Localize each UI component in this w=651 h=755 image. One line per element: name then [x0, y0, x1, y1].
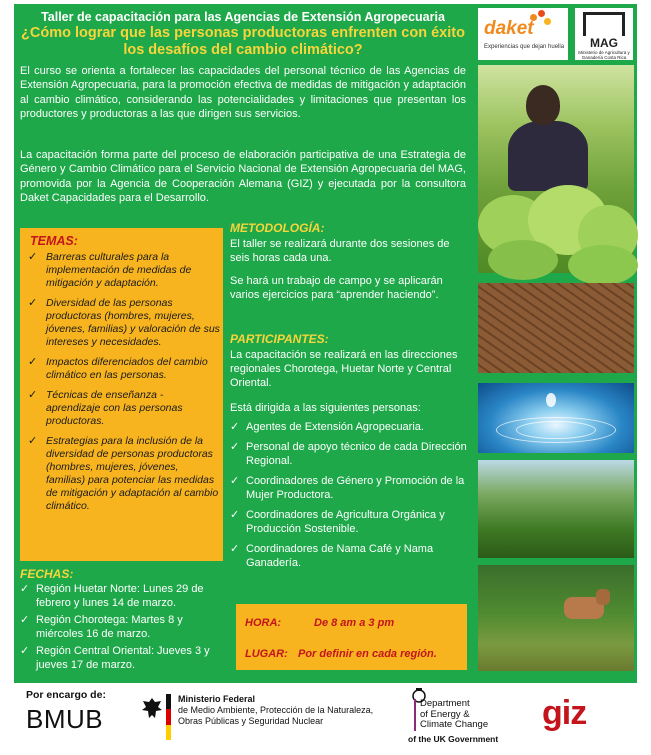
hora-label: HORA:: [245, 617, 282, 629]
list-item: ✓ Técnicas de enseñanza - aprendizaje con las personas productoras.: [28, 389, 183, 427]
mag-wordmark: MAG: [590, 36, 618, 50]
participantes-title: PARTICIPANTES:: [230, 332, 329, 346]
metodologia-title: METODOLOGÍA:: [230, 221, 325, 235]
check-icon: ✓: [230, 475, 240, 487]
intro-paragraph-1: El curso se orienta a fortalecer las capacidades del personal técnico de las Agencias de Extensión Agropecuaria, para la promoción efectiva de medidas de mitigación y adaptación al cambio climático, considerando las potencialidades y limitaciones que presentan los productores y productoras a las que dirigen sus servicios.: [20, 65, 466, 120]
por-encargo-label: Por encargo de:: [26, 689, 106, 701]
list-item: ✓ Personal de apoyo técnico de cada Dirección Regional.: [230, 441, 467, 467]
ministerio-federal-logo: [178, 694, 398, 727]
daket-tagline: Experiencias que dejan huella: [484, 44, 565, 50]
mag-logo: [575, 8, 633, 60]
list-item: ✓ Región Chorotega: Martes 8 y miércoles 16 de marzo.: [20, 614, 183, 640]
metodologia-text-1: El taller se realizará durante dos sesiones de seis horas cada una.: [230, 238, 450, 264]
fechas-title: FECHAS:: [20, 567, 74, 581]
header-subtitle: Taller de capacitación para las Agencias de Extensión Agropecuaria: [41, 10, 445, 24]
hora-value: De 8 am a 3 pm: [314, 617, 395, 629]
check-icon: ✓: [28, 251, 38, 263]
bmub-logo: BMUB: [26, 704, 104, 734]
list-item: ✓ Coordinadores de Género y Promoción de la Mujer Productora.: [230, 475, 465, 501]
check-icon: ✓: [20, 645, 30, 657]
farmer-woman-photo: [478, 65, 634, 273]
uk-government-label: of the UK Government: [408, 734, 499, 744]
participantes-text-1: La capacitación se realizará en las direcciones regionales Chorotega, Huetar Norte y Central Oriental.: [230, 349, 458, 389]
ministerio-text: de Medio Ambiente, Protección de la Naturaleza, Obras Públicas y Seguridad Nuclear: [178, 705, 374, 726]
list-item: ✓ Diversidad de las personas productoras (hombres, mujeres, jóvenes, familias) y valoración de sus intereses y necesidades.: [28, 297, 220, 348]
daket-dot-icon: [544, 18, 551, 25]
mag-emblem-icon: [583, 12, 625, 36]
list-item: ✓ Agentes de Extensión Agropecuaria.: [230, 421, 424, 433]
dry-cracked-soil-photo: [478, 283, 634, 373]
check-icon: ✓: [230, 441, 240, 453]
check-icon: ✓: [20, 614, 30, 626]
cow-pasture-photo: [478, 565, 634, 671]
metodologia-text-2: Se hará un trabajo de campo y se aplicarán varios ejercicios para “aprender haciendo”.: [230, 275, 443, 301]
list-item: ✓ Región Huetar Norte: Lunes 29 de febrero y lunes 14 de marzo.: [20, 583, 204, 609]
daket-logo: [478, 8, 568, 60]
list-item: ✓ Coordinadores de Agricultura Orgánica y Producción Sostenible.: [230, 509, 445, 535]
hora-lugar-box: [236, 604, 467, 670]
check-icon: ✓: [28, 297, 38, 309]
intro-paragraph-2: La capacitación forma parte del proceso de elaboración participativa de una Estrategia de Género y Cambio Climático para el Servicio Nacional de Extensión Agropecuaria del MAG, promovida por la Agencia de Cooperación Alemana (GIZ) y ejecutada por la consultora Daket Capacidades para el Desarrollo.: [20, 149, 466, 204]
check-icon: ✓: [28, 435, 38, 447]
fechas-list: [20, 582, 225, 675]
temas-list: [28, 251, 220, 520]
list-item: ✓ Región Central Oriental: Jueves 3 y jueves 17 de marzo.: [20, 645, 210, 671]
decc-logo: Department of Energy & Climate Change: [414, 699, 488, 731]
lugar-value: Por definir en cada región.: [298, 648, 437, 660]
federal-eagle-icon: [140, 696, 164, 722]
list-item: ✓ Barreras culturales para la implementación de medidas de mitigación y adaptación.: [28, 251, 192, 289]
header-title: ¿Cómo lograr que las personas productoras enfrenten con éxito los desafíos del cambio climático?: [21, 25, 465, 58]
giz-logo: giz: [542, 694, 587, 732]
forest-landscape-photo: [478, 460, 634, 558]
check-icon: ✓: [20, 583, 30, 595]
check-icon: ✓: [230, 543, 240, 555]
check-icon: ✓: [28, 389, 38, 401]
list-item: ✓ Impactos diferenciados del cambio climático en las personas.: [28, 356, 208, 381]
check-icon: ✓: [230, 421, 240, 433]
check-icon: ✓: [230, 509, 240, 521]
participantes-list: [230, 420, 470, 576]
ministerio-title: Ministerio Federal: [178, 694, 256, 704]
temas-title: TEMAS:: [30, 234, 78, 248]
german-flag-bar: [166, 694, 171, 740]
list-item: ✓ Estrategias para la inclusión de la diversidad de personas productoras (hombres, mujeres, jóvenes, familias) para potenciar las medidas de mitigación y adaptación al cambio climático.: [28, 435, 219, 512]
daket-dot-icon: [538, 10, 545, 17]
list-item: ✓ Coordinadores de Nama Café y Nama Ganadería.: [230, 543, 434, 569]
daket-wordmark: daket: [484, 18, 534, 39]
participantes-text-2: Está dirigida a las siguientes personas:: [230, 402, 421, 414]
lugar-label: LUGAR:: [245, 648, 288, 660]
temas-box: [20, 228, 223, 561]
mag-subtitle: Ministerio de Agricultura y Ganadería Costa Rica: [578, 50, 630, 60]
water-drop-photo: [478, 383, 634, 453]
footer-divider: [14, 680, 637, 683]
check-icon: ✓: [28, 356, 38, 368]
